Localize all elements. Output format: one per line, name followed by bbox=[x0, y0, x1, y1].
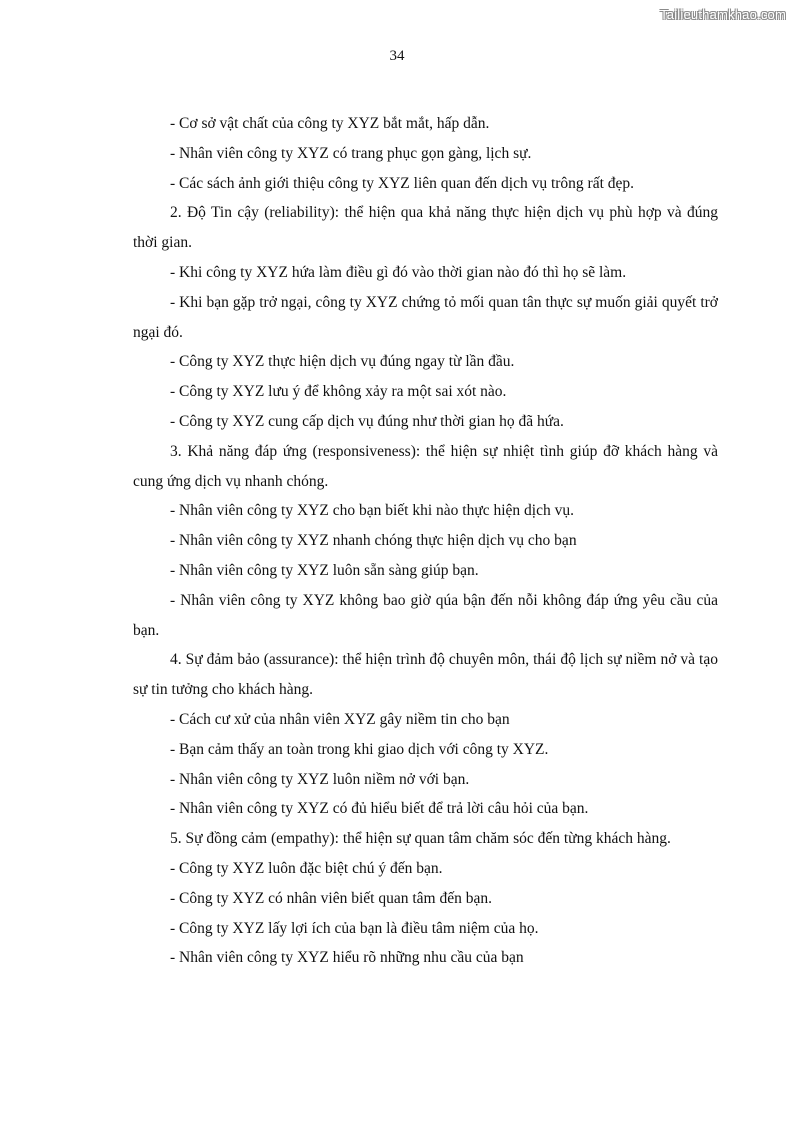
bullet-understand-needs: - Nhân viên công ty XYZ hiểu rõ những nhu cầu của bạn bbox=[170, 949, 524, 967]
bullet-promise-kept: - Khi công ty XYZ hứa làm điều gì đó vào thời gian nào đó thì họ sẽ làm. bbox=[170, 263, 627, 281]
bullet-on-time: - Công ty XYZ cung cấp dịch vụ đúng như thời gian họ đã hứa. bbox=[170, 412, 564, 430]
bullet-knowledge: - Nhân viên công ty XYZ có đủ hiểu biết để trả lời câu hỏi của bạn. bbox=[170, 800, 589, 818]
bullet-no-errors: - Công ty XYZ lưu ý để không xảy ra một sai xót nào. bbox=[170, 383, 507, 401]
watermark: Tailieuthamkhao.com bbox=[660, 7, 786, 22]
document-body bbox=[133, 109, 718, 973]
bullet-behavior-trust: - Cách cư xử của nhân viên XYZ gây niềm tin cho bạn bbox=[170, 710, 510, 728]
bullet-prompt-service: - Nhân viên công ty XYZ nhanh chóng thực hiện dịch vụ cho bạn bbox=[170, 532, 577, 550]
heading-reliability: 2. Độ Tin cậy (reliability): thể hiện qua khả năng thực hiện dịch vụ phù hợp và đúng thời gian. bbox=[133, 204, 718, 252]
bullet-problem-solving: - Khi bạn gặp trở ngại, công ty XYZ chứng tỏ mối quan tân thực sự muốn giải quyết trở ngại đó. bbox=[133, 293, 718, 341]
bullet-staff-attire: - Nhân viên công ty XYZ có trang phục gọn gàng, lịch sự. bbox=[170, 144, 532, 162]
bullet-best-interests: - Công ty XYZ lấy lợi ích của bạn là điều tâm niệm của họ. bbox=[170, 919, 539, 937]
bullet-caring-staff: - Công ty XYZ có nhân viên biết quan tâm đến bạn. bbox=[170, 889, 492, 907]
heading-empathy: 5. Sự đồng cảm (empathy): thể hiện sự quan tâm chăm sóc đến từng khách hàng. bbox=[170, 830, 671, 848]
bullet-right-first-time: - Công ty XYZ thực hiện dịch vụ đúng ngay từ lần đầu. bbox=[170, 353, 515, 371]
bullet-brochures: - Các sách ảnh giới thiệu công ty XYZ liên quan đến dịch vụ trông rất đẹp. bbox=[170, 174, 635, 192]
bullet-courteous: - Nhân viên công ty XYZ luôn niềm nở với bạn. bbox=[170, 770, 470, 788]
bullet-never-too-busy: - Nhân viên công ty XYZ không bao giờ qúa bận đến nỗi không đáp ứng yêu cầu của bạn. bbox=[133, 591, 718, 639]
heading-assurance: 4. Sự đảm bảo (assurance): thể hiện trình độ chuyên môn, thái độ lịch sự niềm nở và tạo sự tin tưởng cho khách hàng. bbox=[133, 651, 718, 699]
bullet-willing-help: - Nhân viên công ty XYZ luôn sẵn sàng giúp bạn. bbox=[170, 561, 479, 579]
bullet-facilities: - Cơ sở vật chất của công ty XYZ bắt mắt, hấp dẫn. bbox=[170, 115, 490, 132]
page-number: 34 bbox=[389, 48, 405, 64]
bullet-inform-timing: - Nhân viên công ty XYZ cho bạn biết khi nào thực hiện dịch vụ. bbox=[170, 502, 574, 520]
heading-responsiveness: 3. Khả năng đáp ứng (responsiveness): thể hiện sự nhiệt tình giúp đỡ khách hàng và cung ứng dịch vụ nhanh chóng. bbox=[133, 442, 718, 490]
bullet-individual-attention: - Công ty XYZ luôn đặc biệt chú ý đến bạn. bbox=[170, 859, 443, 877]
bullet-feel-safe: - Bạn cảm thấy an toàn trong khi giao dịch với công ty XYZ. bbox=[170, 740, 549, 758]
